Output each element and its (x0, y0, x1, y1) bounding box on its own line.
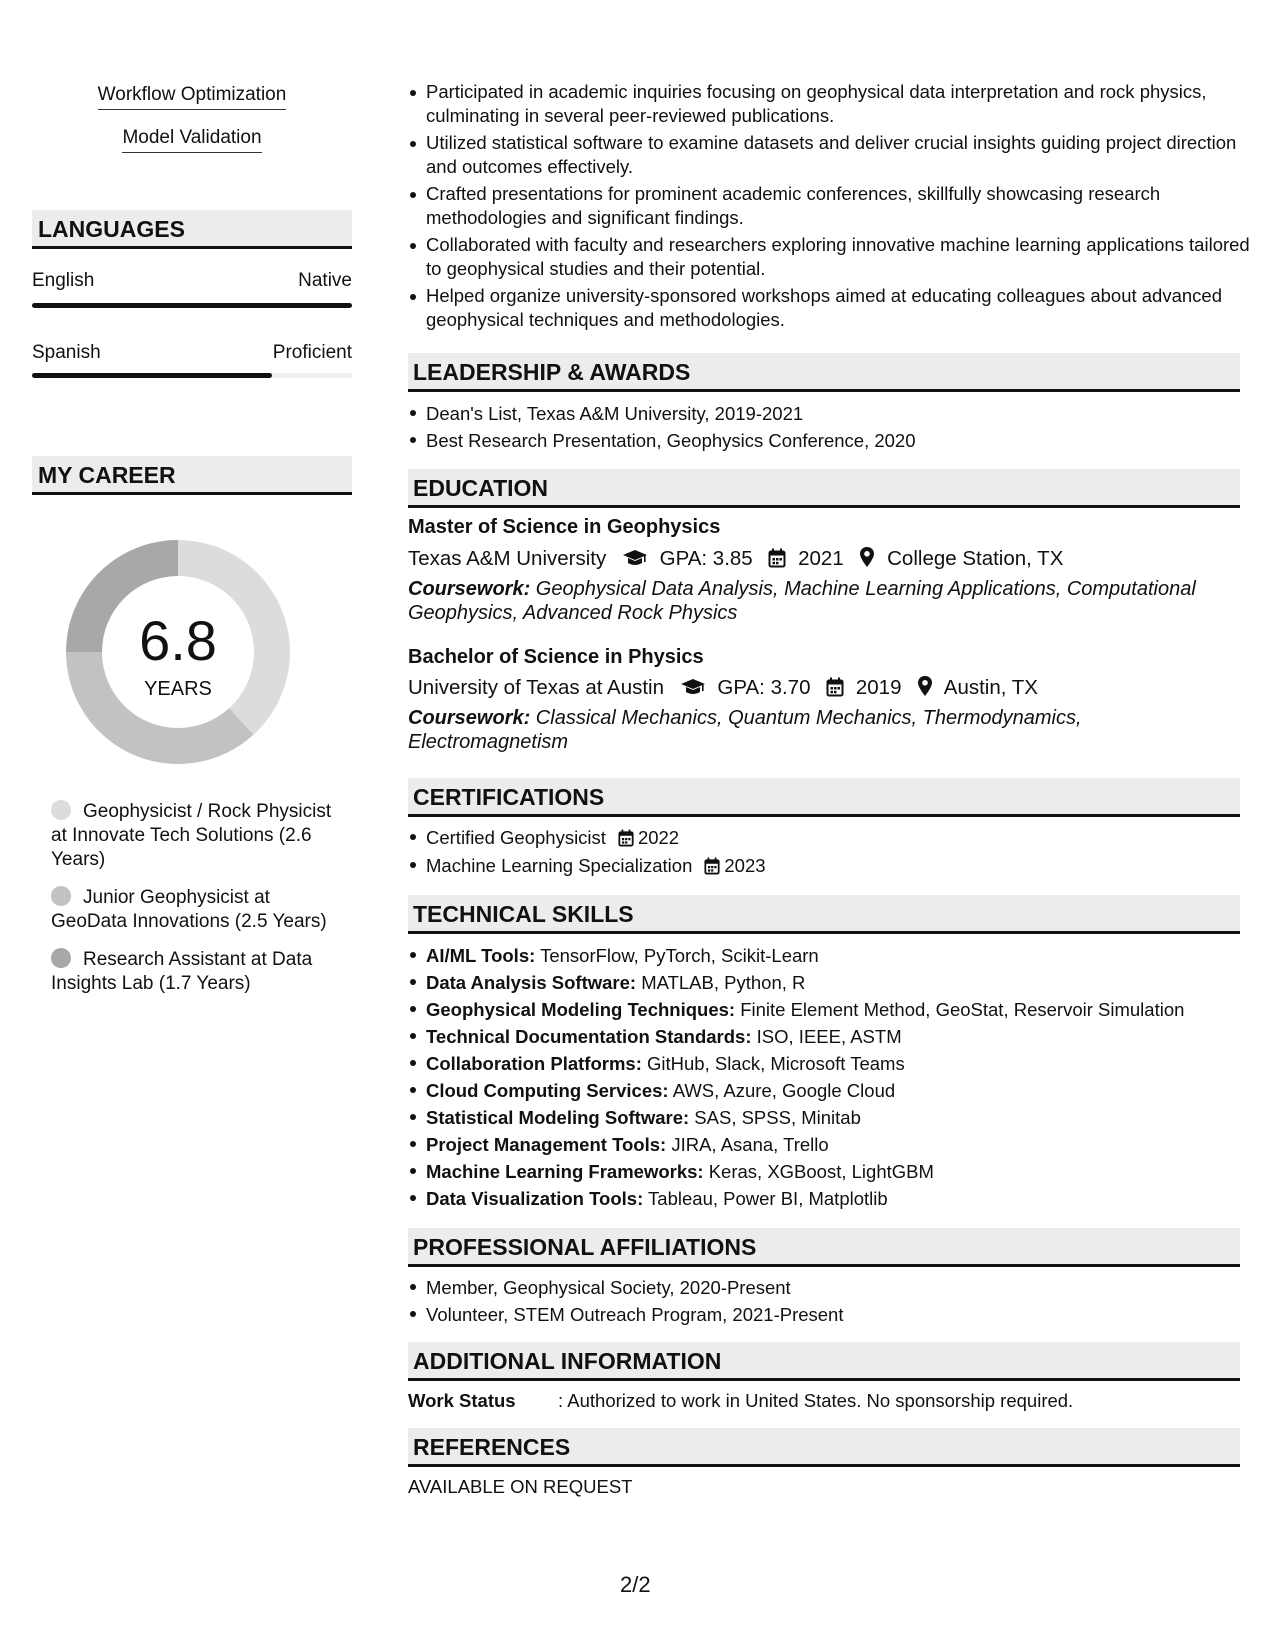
language-level: Proficient (272, 342, 352, 363)
list-item: Participated in academic inquiries focusing on geophysical data interpretation and rock physics, culminating in several peer-reviewed publications. (426, 80, 1256, 128)
list-item: Best Research Presentation, Geophysics Conference, 2020 (426, 427, 1256, 454)
legend-dot-icon (51, 800, 71, 820)
list-item: Machine Learning Frameworks: Keras, XGBoost, LightGBM (426, 1158, 1256, 1185)
skill-tag: Workflow Optimization (32, 84, 352, 110)
career-heading: MY CAREER (32, 456, 352, 495)
list-item: Data Visualization Tools: Tableau, Power BI, Matplotlib (426, 1185, 1256, 1212)
coursework: Coursework: Geophysical Data Analysis, Machine Learning Applications, Computational Geophysics, Advanced Rock Physics (408, 578, 1196, 624)
language-name: English (32, 270, 95, 291)
additional-info-heading: ADDITIONAL INFORMATION (408, 1342, 1240, 1381)
certification-name: Machine Learning Specialization (426, 855, 693, 876)
calendar-icon (826, 677, 844, 697)
school-location: College Station, TX (887, 547, 1064, 570)
work-status-label: Work Status (408, 1390, 516, 1411)
certification-name: Certified Geophysicist (426, 827, 606, 848)
list-item: Project Management Tools: JIRA, Asana, Trello (426, 1131, 1256, 1158)
calendar-icon (618, 829, 634, 847)
experience-bullets (408, 80, 1256, 332)
list-item: Statistical Modeling Software: SAS, SPSS, Minitab (426, 1104, 1256, 1131)
technical-skills-list (408, 942, 1256, 1212)
degree-title: Bachelor of Science in Physics (408, 646, 704, 668)
skill-tag: Model Validation (32, 127, 352, 153)
certification-year: 2023 (724, 855, 766, 876)
list-item: Volunteer, STEM Outreach Program, 2021-Present (426, 1301, 1256, 1328)
work-status-value: : Authorized to work in United States. No sponsorship required. (558, 1390, 1074, 1411)
career-years-unit: YEARS (144, 678, 212, 700)
list-item: Utilized statistical software to examine datasets and deliver crucial insights guiding project direction and outcomes effectively. (426, 131, 1256, 179)
gpa: GPA: 3.85 (659, 547, 753, 570)
list-item: Collaboration Platforms: GitHub, Slack, Microsoft Teams (426, 1050, 1256, 1077)
list-item: Data Analysis Software: MATLAB, Python, R (426, 969, 1256, 996)
certifications-heading: CERTIFICATIONS (408, 778, 1240, 817)
calendar-icon (704, 857, 720, 875)
career-legend-item: Geophysicist / Rock Physicist at Innovate Tech Solutions (2.6 Years) (51, 801, 332, 870)
list-item (426, 824, 1256, 852)
references-text: AVAILABLE ON REQUEST (408, 1476, 633, 1497)
education-heading: EDUCATION (408, 469, 1240, 508)
gpa: GPA: 3.70 (717, 676, 811, 699)
list-item: Crafted presentations for prominent academic conferences, skillfully showcasing research methodologies and significant findings. (426, 182, 1256, 230)
affiliations-heading: PROFESSIONAL AFFILIATIONS (408, 1228, 1240, 1267)
legend-dot-icon (51, 886, 71, 906)
language-bar (32, 373, 352, 378)
education-details (408, 675, 1038, 700)
map-pin-icon (917, 675, 933, 697)
leadership-heading: LEADERSHIP & AWARDS (408, 353, 1240, 392)
legend-dot-icon (51, 948, 71, 968)
graduation-year: 2019 (855, 676, 902, 699)
page-number: 2/2 (620, 1572, 651, 1597)
education-details (408, 546, 1063, 571)
graduation-cap-icon (622, 548, 648, 568)
list-item (426, 852, 1256, 880)
career-legend-item: Junior Geophysicist at GeoData Innovations (2.5 Years) (51, 887, 327, 932)
coursework: Coursework: Classical Mechanics, Quantum Mechanics, Thermodynamics, Electromagnetism (408, 707, 1082, 753)
graduation-cap-icon (680, 677, 706, 697)
technical-skills-heading: TECHNICAL SKILLS (408, 895, 1240, 934)
language-bar-fill (32, 373, 272, 378)
list-item: Dean's List, Texas A&M University, 2019-2021 (426, 400, 1256, 427)
references-heading: REFERENCES (408, 1428, 1240, 1467)
languages-heading: LANGUAGES (32, 210, 352, 249)
school-name: Texas A&M University (408, 547, 607, 570)
language-level: Native (298, 270, 352, 291)
language-bar-fill (32, 303, 352, 308)
school-location: Austin, TX (943, 676, 1038, 699)
certifications-list (408, 824, 1256, 880)
affiliations-list (408, 1274, 1256, 1328)
leadership-list (408, 400, 1256, 454)
degree-title: Master of Science in Geophysics (408, 516, 721, 538)
certification-year: 2022 (637, 827, 680, 848)
career-total-years: 6.8 (139, 609, 217, 672)
calendar-icon (768, 548, 786, 568)
school-name: University of Texas at Austin (408, 676, 664, 699)
list-item: Cloud Computing Services: AWS, Azure, Google Cloud (426, 1077, 1256, 1104)
career-legend-item: Research Assistant at Data Insights Lab (1.7 Years) (51, 949, 313, 994)
graduation-year: 2021 (798, 547, 844, 570)
language-name: Spanish (32, 342, 101, 363)
list-item: Technical Documentation Standards: ISO, IEEE, ASTM (426, 1023, 1256, 1050)
list-item: Member, Geophysical Society, 2020-Present (426, 1274, 1256, 1301)
language-bar (32, 303, 352, 308)
map-pin-icon (859, 546, 875, 568)
list-item: Collaborated with faculty and researchers exploring innovative machine learning applications tailored to geophysical studies and their potential. (426, 233, 1256, 281)
list-item: Helped organize university-sponsored workshops aimed at educating colleagues about advanced geophysical techniques and methodologies. (426, 284, 1256, 332)
list-item: AI/ML Tools: TensorFlow, PyTorch, Scikit-Learn (426, 942, 1256, 969)
list-item: Geophysical Modeling Techniques: Finite Element Method, GeoStat, Reservoir Simulation (426, 996, 1256, 1023)
